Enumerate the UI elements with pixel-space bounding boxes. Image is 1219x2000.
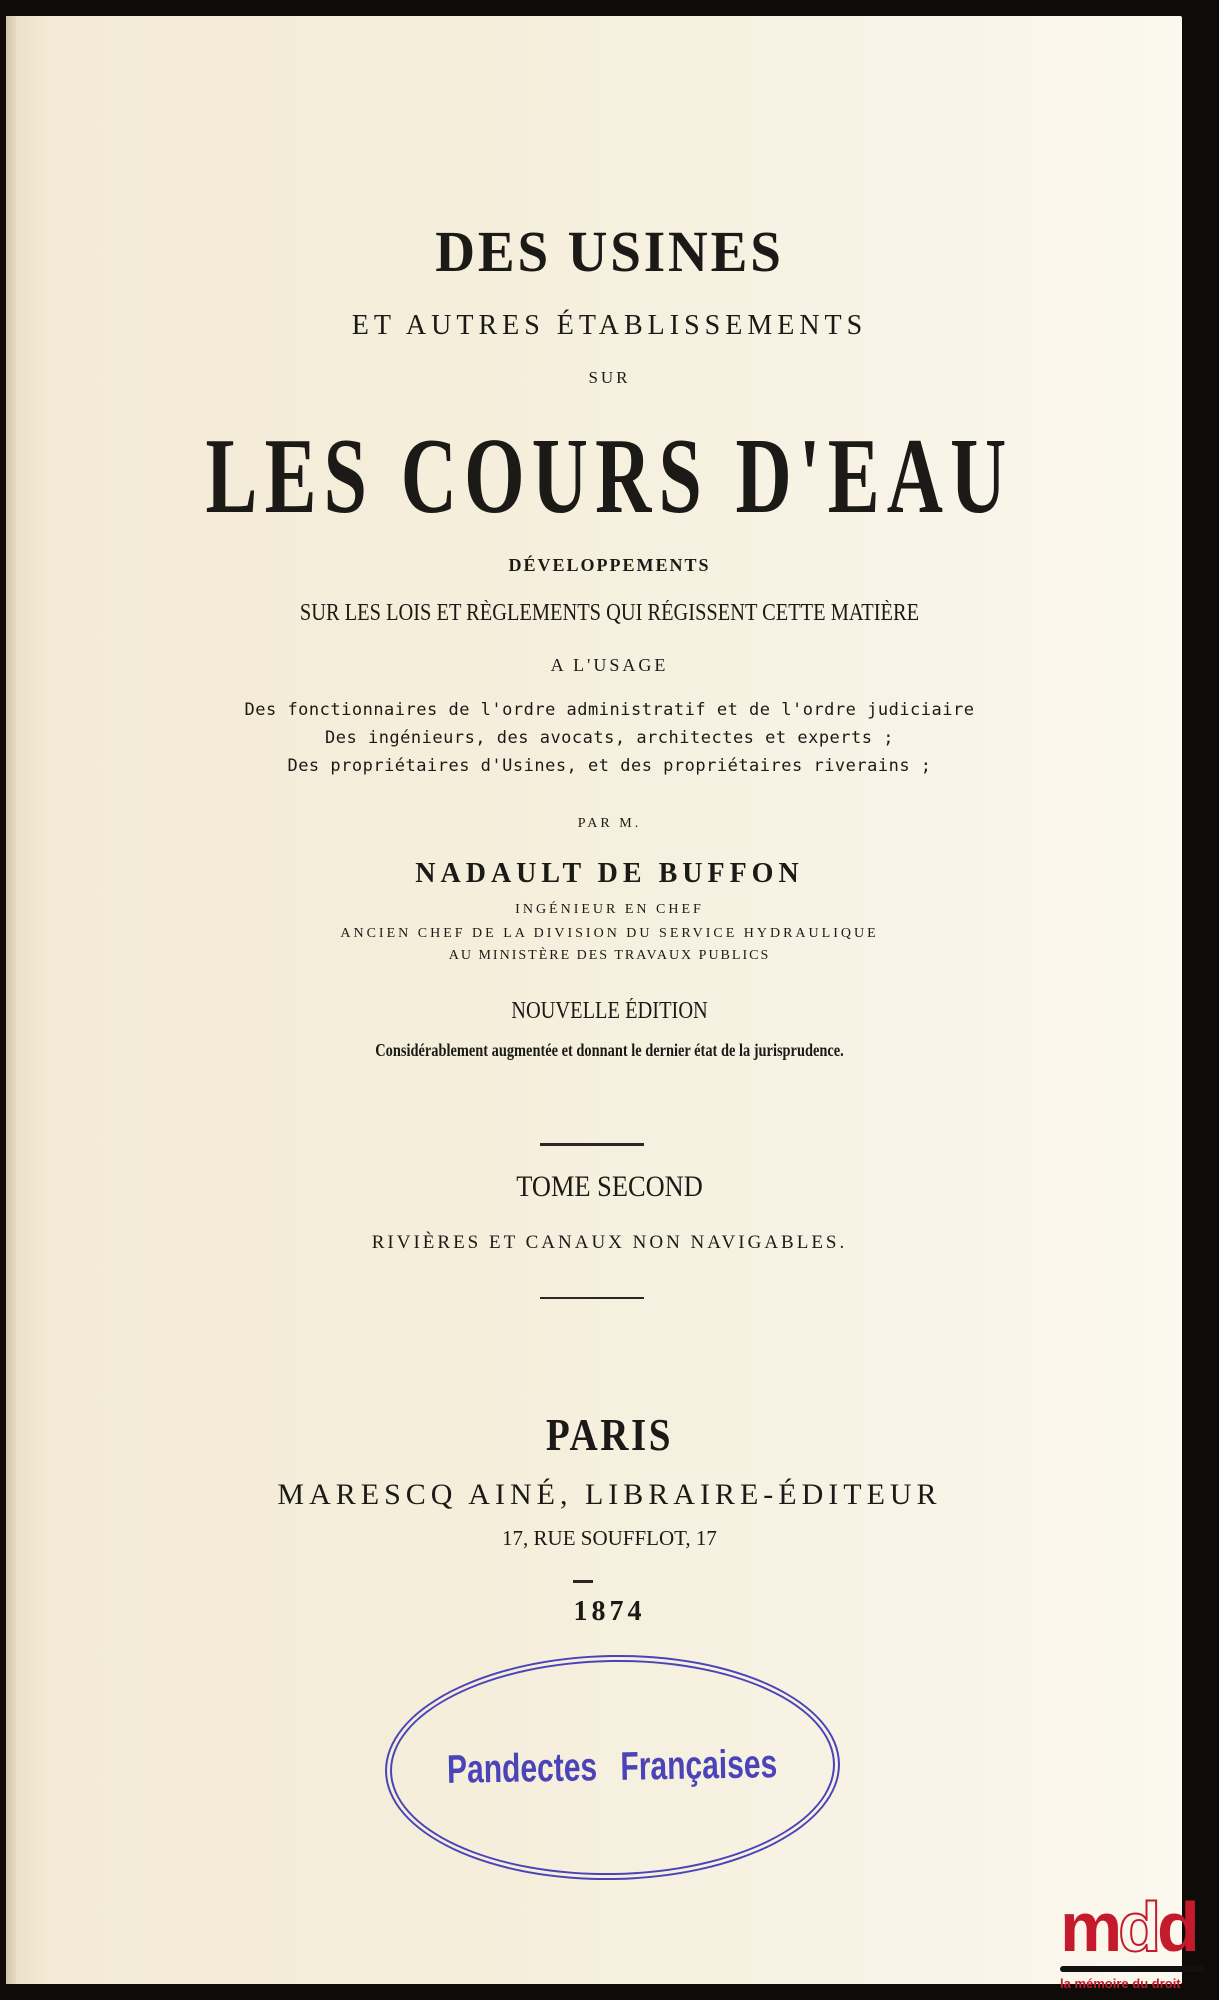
title-line-3: SUR <box>588 368 631 387</box>
edition-note: Considérablement augmentée et donnant le dernier état de la jurisprudence. <box>375 1040 844 1060</box>
publisher: MARESCQ AINÉ, LIBRAIRE-ÉDITEUR <box>277 1478 942 1511</box>
audience-line: Des propriétaires d'Usines, et des propriétaires riverains ; <box>287 756 932 776</box>
publication-year: 1874 <box>573 1596 646 1627</box>
audience-line: Des ingénieurs, des avocats, architectes et experts ; <box>325 728 894 748</box>
author-title: ANCIEN CHEF DE LA DIVISION DU SERVICE HYDRAULIQUE <box>340 926 879 941</box>
usage-heading: A L'USAGE <box>550 655 669 675</box>
subtitle-2: SUR LES LOIS ET RÈGLEMENTS QUI RÉGISSENT CETTE MATIÈRE <box>299 600 920 626</box>
by-label: PAR M. <box>577 816 642 831</box>
title-line-2: ET AUTRES ÉTABLISSEMENTS <box>351 310 868 341</box>
title-line-1: DES USINES <box>435 219 784 284</box>
logo-mark: mdd <box>1060 1888 1196 1966</box>
logo-tagline: la mémoire du droit <box>1060 1976 1181 1991</box>
subtitle-1: DÉVELOPPEMENTS <box>508 555 711 575</box>
volume-title: TOME SECOND <box>516 1170 703 1203</box>
divider-rule <box>540 1297 644 1299</box>
publisher-address: 17, RUE SOUFFLOT, 17 <box>502 1526 717 1550</box>
publication-city: PARIS <box>545 1409 674 1460</box>
stamp-text: Pandectes Françaises <box>447 1742 778 1792</box>
logo-underline <box>1060 1966 1205 1972</box>
audience-line: Des fonctionnaires de l'ordre administratif et de l'ordre judiciaire <box>244 700 975 720</box>
volume-subject: RIVIÈRES ET CANAUX NON NAVIGABLES. <box>371 1232 848 1253</box>
divider-dash <box>573 1580 593 1583</box>
divider-rule <box>540 1143 644 1146</box>
main-title: LES COURS D'EAU <box>205 417 1014 536</box>
edition: NOUVELLE ÉDITION <box>511 998 708 1024</box>
author-title: INGÉNIEUR EN CHEF <box>515 902 704 917</box>
mdd-logo <box>1060 1888 1210 2000</box>
author-name: NADAULT DE BUFFON <box>415 858 804 889</box>
author-title: AU MINISTÈRE DES TRAVAUX PUBLICS <box>448 948 771 963</box>
